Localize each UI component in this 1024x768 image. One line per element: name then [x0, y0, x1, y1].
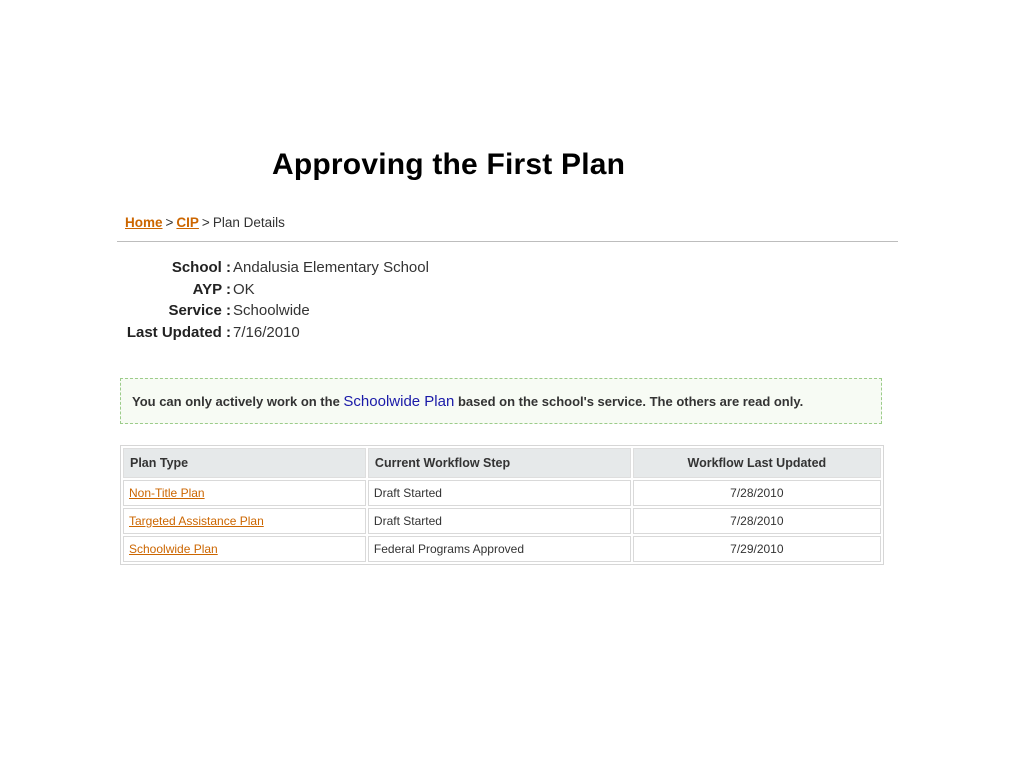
- table-row: [123, 508, 881, 534]
- notice-highlight: Schoolwide Plan: [343, 393, 455, 410]
- workflow-step-cell: Federal Programs Approved: [368, 536, 631, 562]
- table-row: [123, 480, 881, 506]
- detail-label: Last Updated :: [126, 323, 231, 341]
- table-row: [123, 536, 881, 562]
- plan-link-targeted-assistance[interactable]: Targeted Assistance Plan: [129, 514, 264, 528]
- breadcrumb-current: Plan Details: [212, 215, 285, 230]
- detail-row-service: [119, 300, 429, 322]
- breadcrumb: [125, 215, 285, 230]
- plans-table: [120, 445, 884, 565]
- breadcrumb-home-link[interactable]: Home: [125, 215, 163, 230]
- plan-link-non-title[interactable]: Non-Title Plan: [129, 486, 205, 500]
- divider: [117, 241, 898, 242]
- column-header-last-updated: Workflow Last Updated: [633, 448, 881, 478]
- column-header-plan-type: Plan Type: [123, 448, 366, 478]
- workflow-step-cell: Draft Started: [368, 480, 631, 506]
- last-updated-cell: 7/28/2010: [633, 508, 881, 534]
- last-updated-cell: 7/28/2010: [633, 480, 881, 506]
- breadcrumb-separator: >: [165, 215, 174, 230]
- detail-value: OK: [233, 280, 255, 298]
- school-details: [119, 257, 429, 343]
- detail-row-school: [119, 257, 429, 279]
- detail-row-ayp: [119, 279, 429, 301]
- detail-row-last-updated: [119, 322, 429, 344]
- workflow-step-cell: Draft Started: [368, 508, 631, 534]
- plan-link-schoolwide[interactable]: Schoolwide Plan: [129, 542, 218, 556]
- detail-value: Schoolwide: [233, 302, 310, 319]
- last-updated-cell: 7/29/2010: [633, 536, 881, 562]
- detail-label: AYP :: [192, 280, 231, 298]
- plan-type-cell: [123, 480, 366, 506]
- detail-value: 7/16/2010: [233, 323, 300, 341]
- notice-prefix: You can only actively work on the: [132, 394, 344, 409]
- table-header-row: [123, 448, 881, 478]
- plan-type-cell: [123, 508, 366, 534]
- notice-box: [120, 378, 882, 424]
- slide-title: Approving the First Plan: [272, 148, 626, 181]
- detail-label: Service :: [168, 302, 231, 319]
- breadcrumb-cip-link[interactable]: CIP: [176, 215, 199, 230]
- notice-suffix: based on the school's service. The others are read only.: [454, 394, 804, 409]
- detail-value: Andalusia Elementary School: [233, 259, 429, 276]
- detail-label: School :: [171, 259, 231, 276]
- plan-type-cell: [123, 536, 366, 562]
- breadcrumb-separator: >: [201, 215, 210, 230]
- column-header-workflow-step: Current Workflow Step: [368, 448, 631, 478]
